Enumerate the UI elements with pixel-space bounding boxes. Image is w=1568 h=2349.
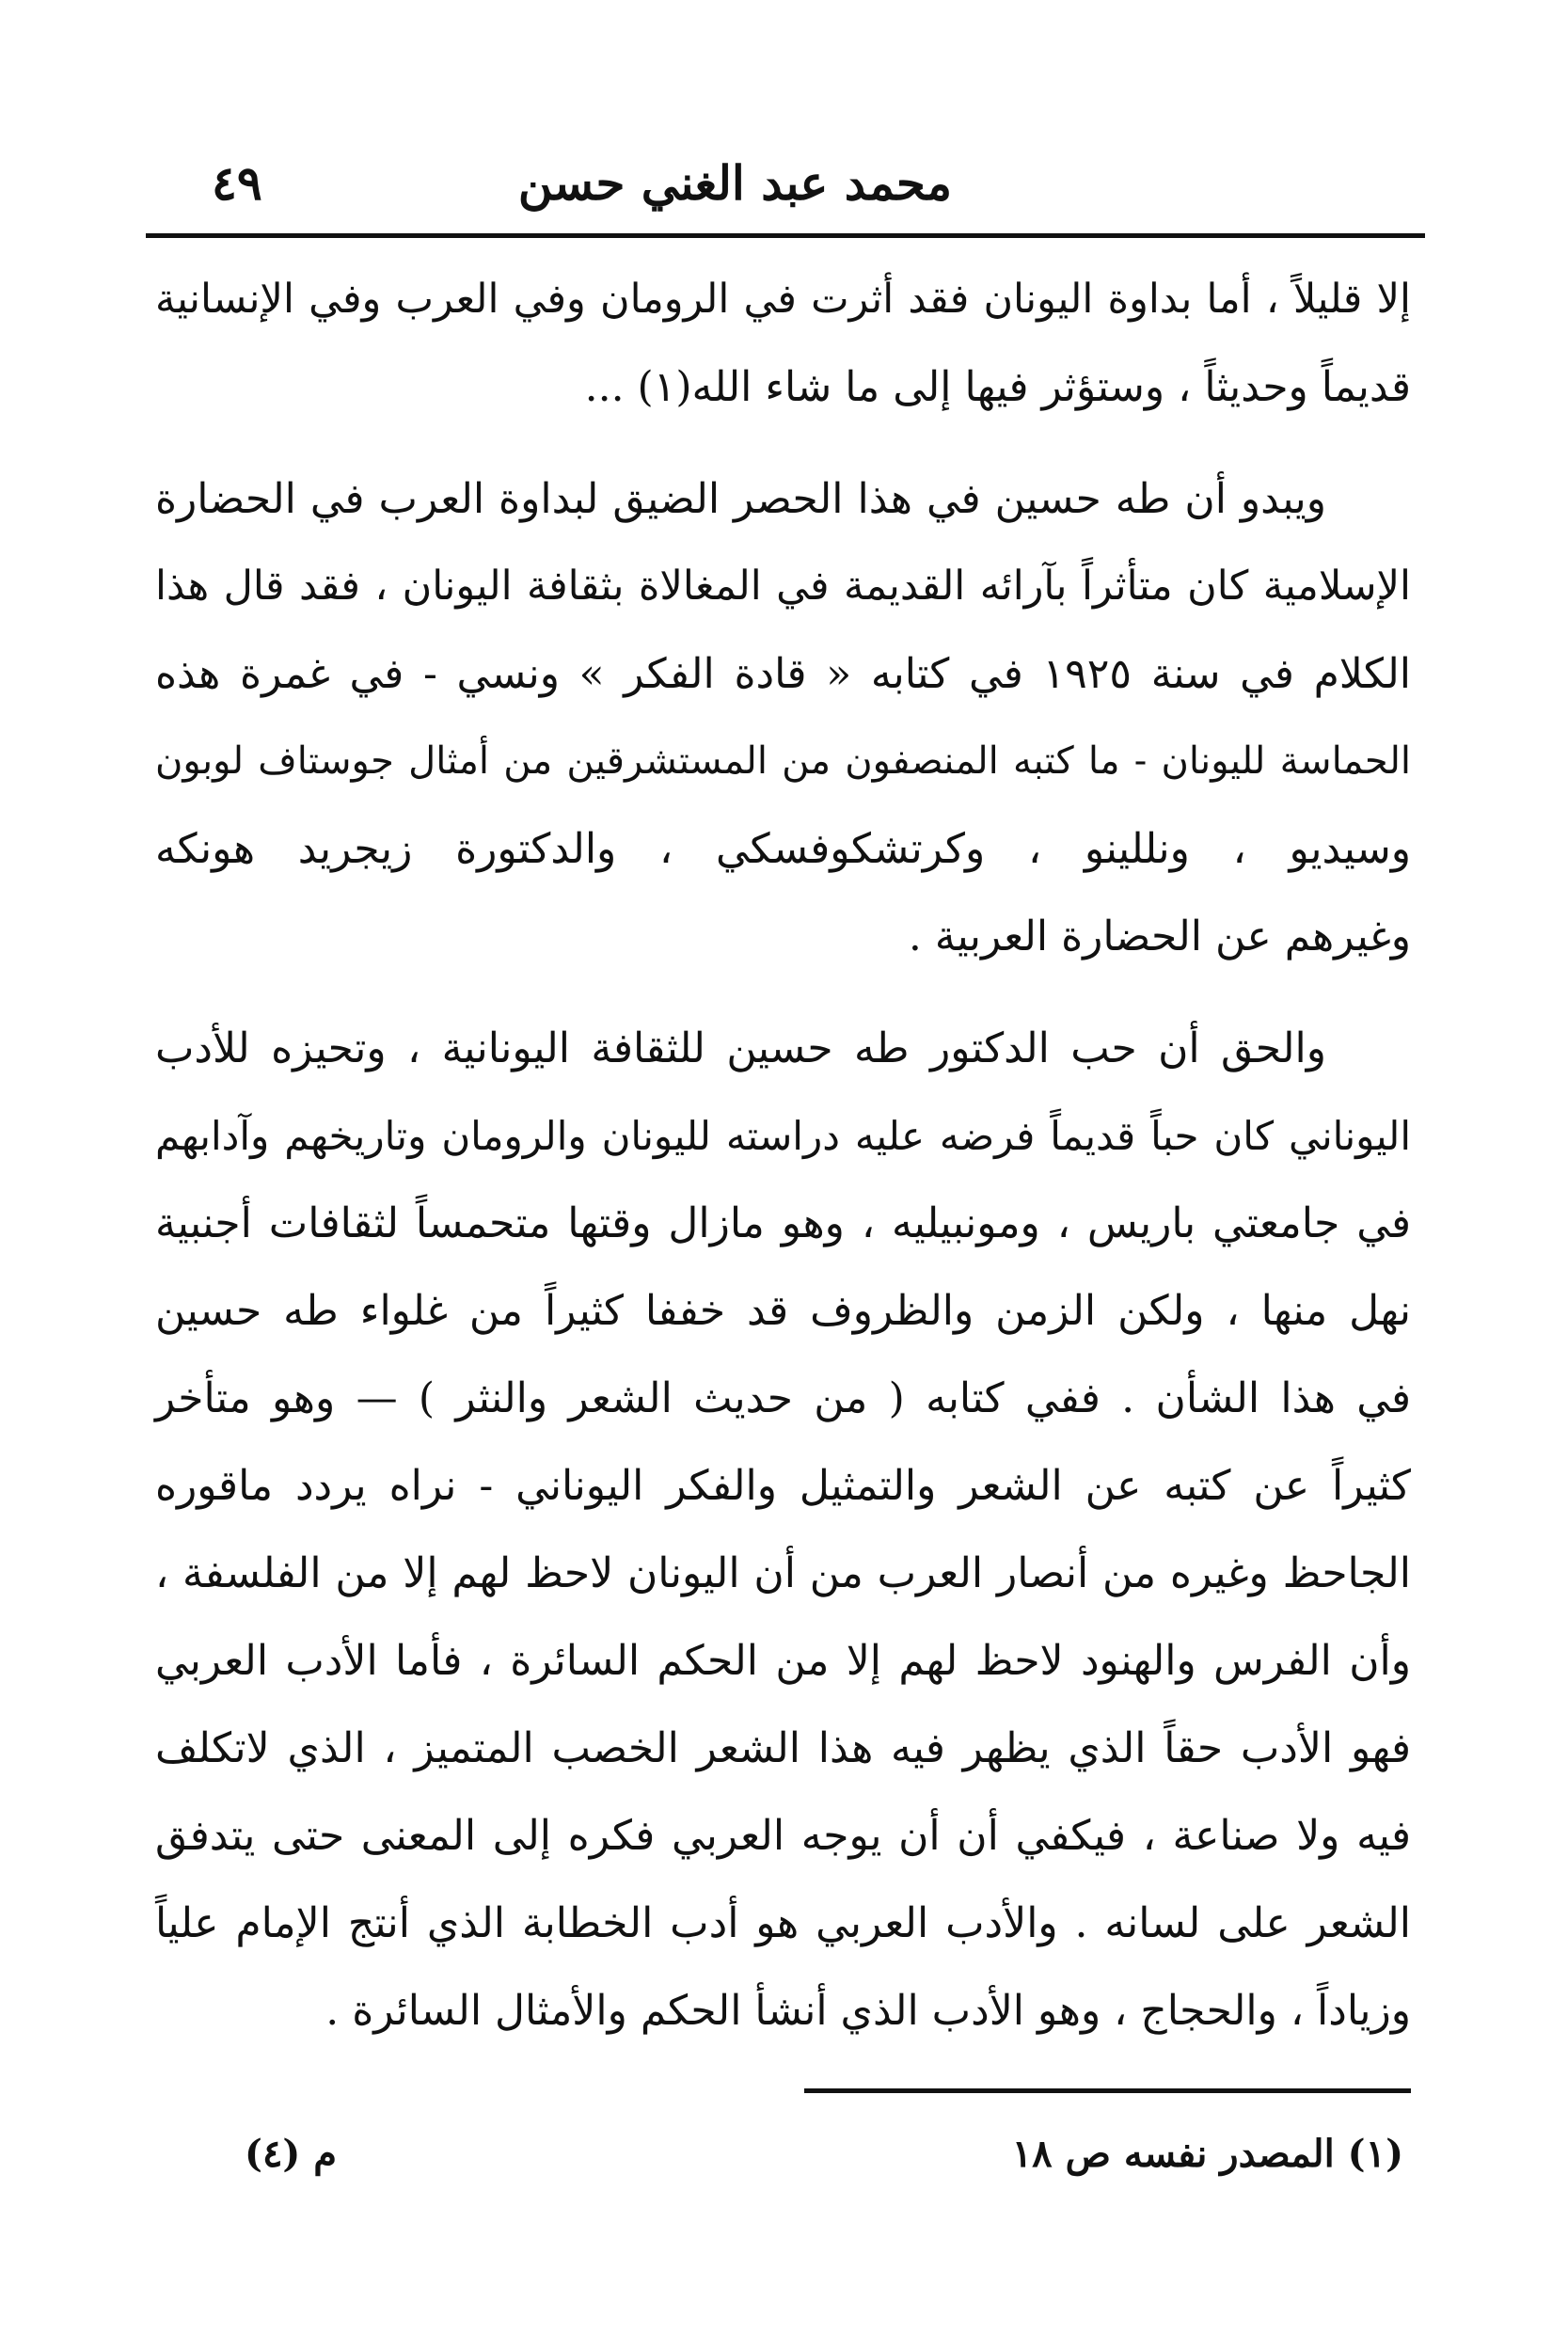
- text-line: فيه ولا صناعة ، فيكفي أن أن يوجه العربي فكره إلى المعنى حتى يتدفق: [155, 1812, 1411, 1860]
- text-line: الإسلامية كان متأثراً بآرائه القديمة في المغالاة بثقافة اليونان ، فقد قال هذا: [155, 563, 1411, 610]
- text-line: الحماسة لليونان - ما كتبه المنصفون من المستشرقين من أمثال جوستاف لوبون: [155, 739, 1411, 783]
- text-line: وأن الفرس والهنود لاحظ لهم إلا من الحكم السائرة ، فأما الأدب العربي: [155, 1637, 1411, 1685]
- footnote: (١) المصدر نفسه ص ١٨: [1011, 2132, 1403, 2176]
- text-line: الجاحظ وغيره من أنصار العرب من أن اليونان لاحظ لهم إلا من الفلسفة ،: [155, 1549, 1411, 1597]
- page-footer: [146, 2112, 1422, 2197]
- text-line: والحق أن حب الدكتور طه حسين للثقافة اليونانية ، وتحيزه للأدب: [155, 1024, 1326, 1072]
- paragraph-1: [155, 256, 1411, 431]
- text-line: كثيراً عن كتبه عن الشعر والتمثيل والفكر اليوناني - نراه يردد ماقوره: [155, 1462, 1412, 1510]
- text-line: وزياداً ، والحجاج ، وهو الأدب الذي أنشأ الحكم والأمثال السائرة .: [325, 1987, 1411, 2035]
- body-text: [155, 256, 1411, 2055]
- signature-mark: م (٤): [245, 2132, 338, 2176]
- text-line: إلا قليلاً ، أما بداوة اليونان فقد أثرت في الرومان وفي العرب وفي الإنسانية: [155, 276, 1411, 323]
- page-number: ٤٩: [212, 155, 262, 211]
- text-line: وسيديو ، ونللينو ، وكرتشكوفسكي ، والدكتورة زيجريد هونكه: [155, 825, 1411, 873]
- text-line: وغيرهم عن الحضارة العربية .: [908, 913, 1411, 960]
- text-line: ويبدو أن طه حسين في هذا الحصر الضيق لبداوة العرب في الحضارة: [155, 475, 1326, 523]
- paragraph-2: [155, 455, 1411, 980]
- running-head: [146, 141, 1422, 226]
- text-line: في هذا الشأن . ففي كتابه ( من حديث الشعر والنثر ) — وهو متأخر: [155, 1374, 1411, 1422]
- text-line: قديماً وحديثاً ، وستؤثر فيها إلى ما شاء الله(١) ...: [584, 363, 1411, 411]
- header-rule: [146, 233, 1425, 238]
- text-line: فهو الأدب حقاً الذي يظهر فيه هذا الشعر الخصب المتميز ، الذي لاتكلف: [155, 1724, 1411, 1772]
- text-line: نهل منها ، ولكن الزمن والظروف قد خففا كثيراً من غلواء طه حسين: [155, 1287, 1411, 1335]
- text-line: الشعر على لسانه . والأدب العربي هو أدب الخطابة الذي أنتج الإمام علياً: [155, 1899, 1411, 1947]
- text-line: اليوناني كان حباً قديماً فرضه عليه دراسته لليونان والرومان وتاريخهم وآدابهم: [155, 1113, 1411, 1159]
- paragraph-3: [155, 1005, 1411, 2055]
- footnote-rule: [804, 2088, 1411, 2093]
- text-line: في جامعتي باريس ، ومونبيليه ، وهو مازال وقتها متحمساً لثقافات أجنبية: [155, 1199, 1411, 1247]
- running-head-title: محمد عبد الغني حسن: [517, 155, 952, 211]
- text-line: الكلام في سنة ١٩٢٥ في كتابه « قادة الفكر » ونسي - في غمرة هذه: [155, 650, 1411, 698]
